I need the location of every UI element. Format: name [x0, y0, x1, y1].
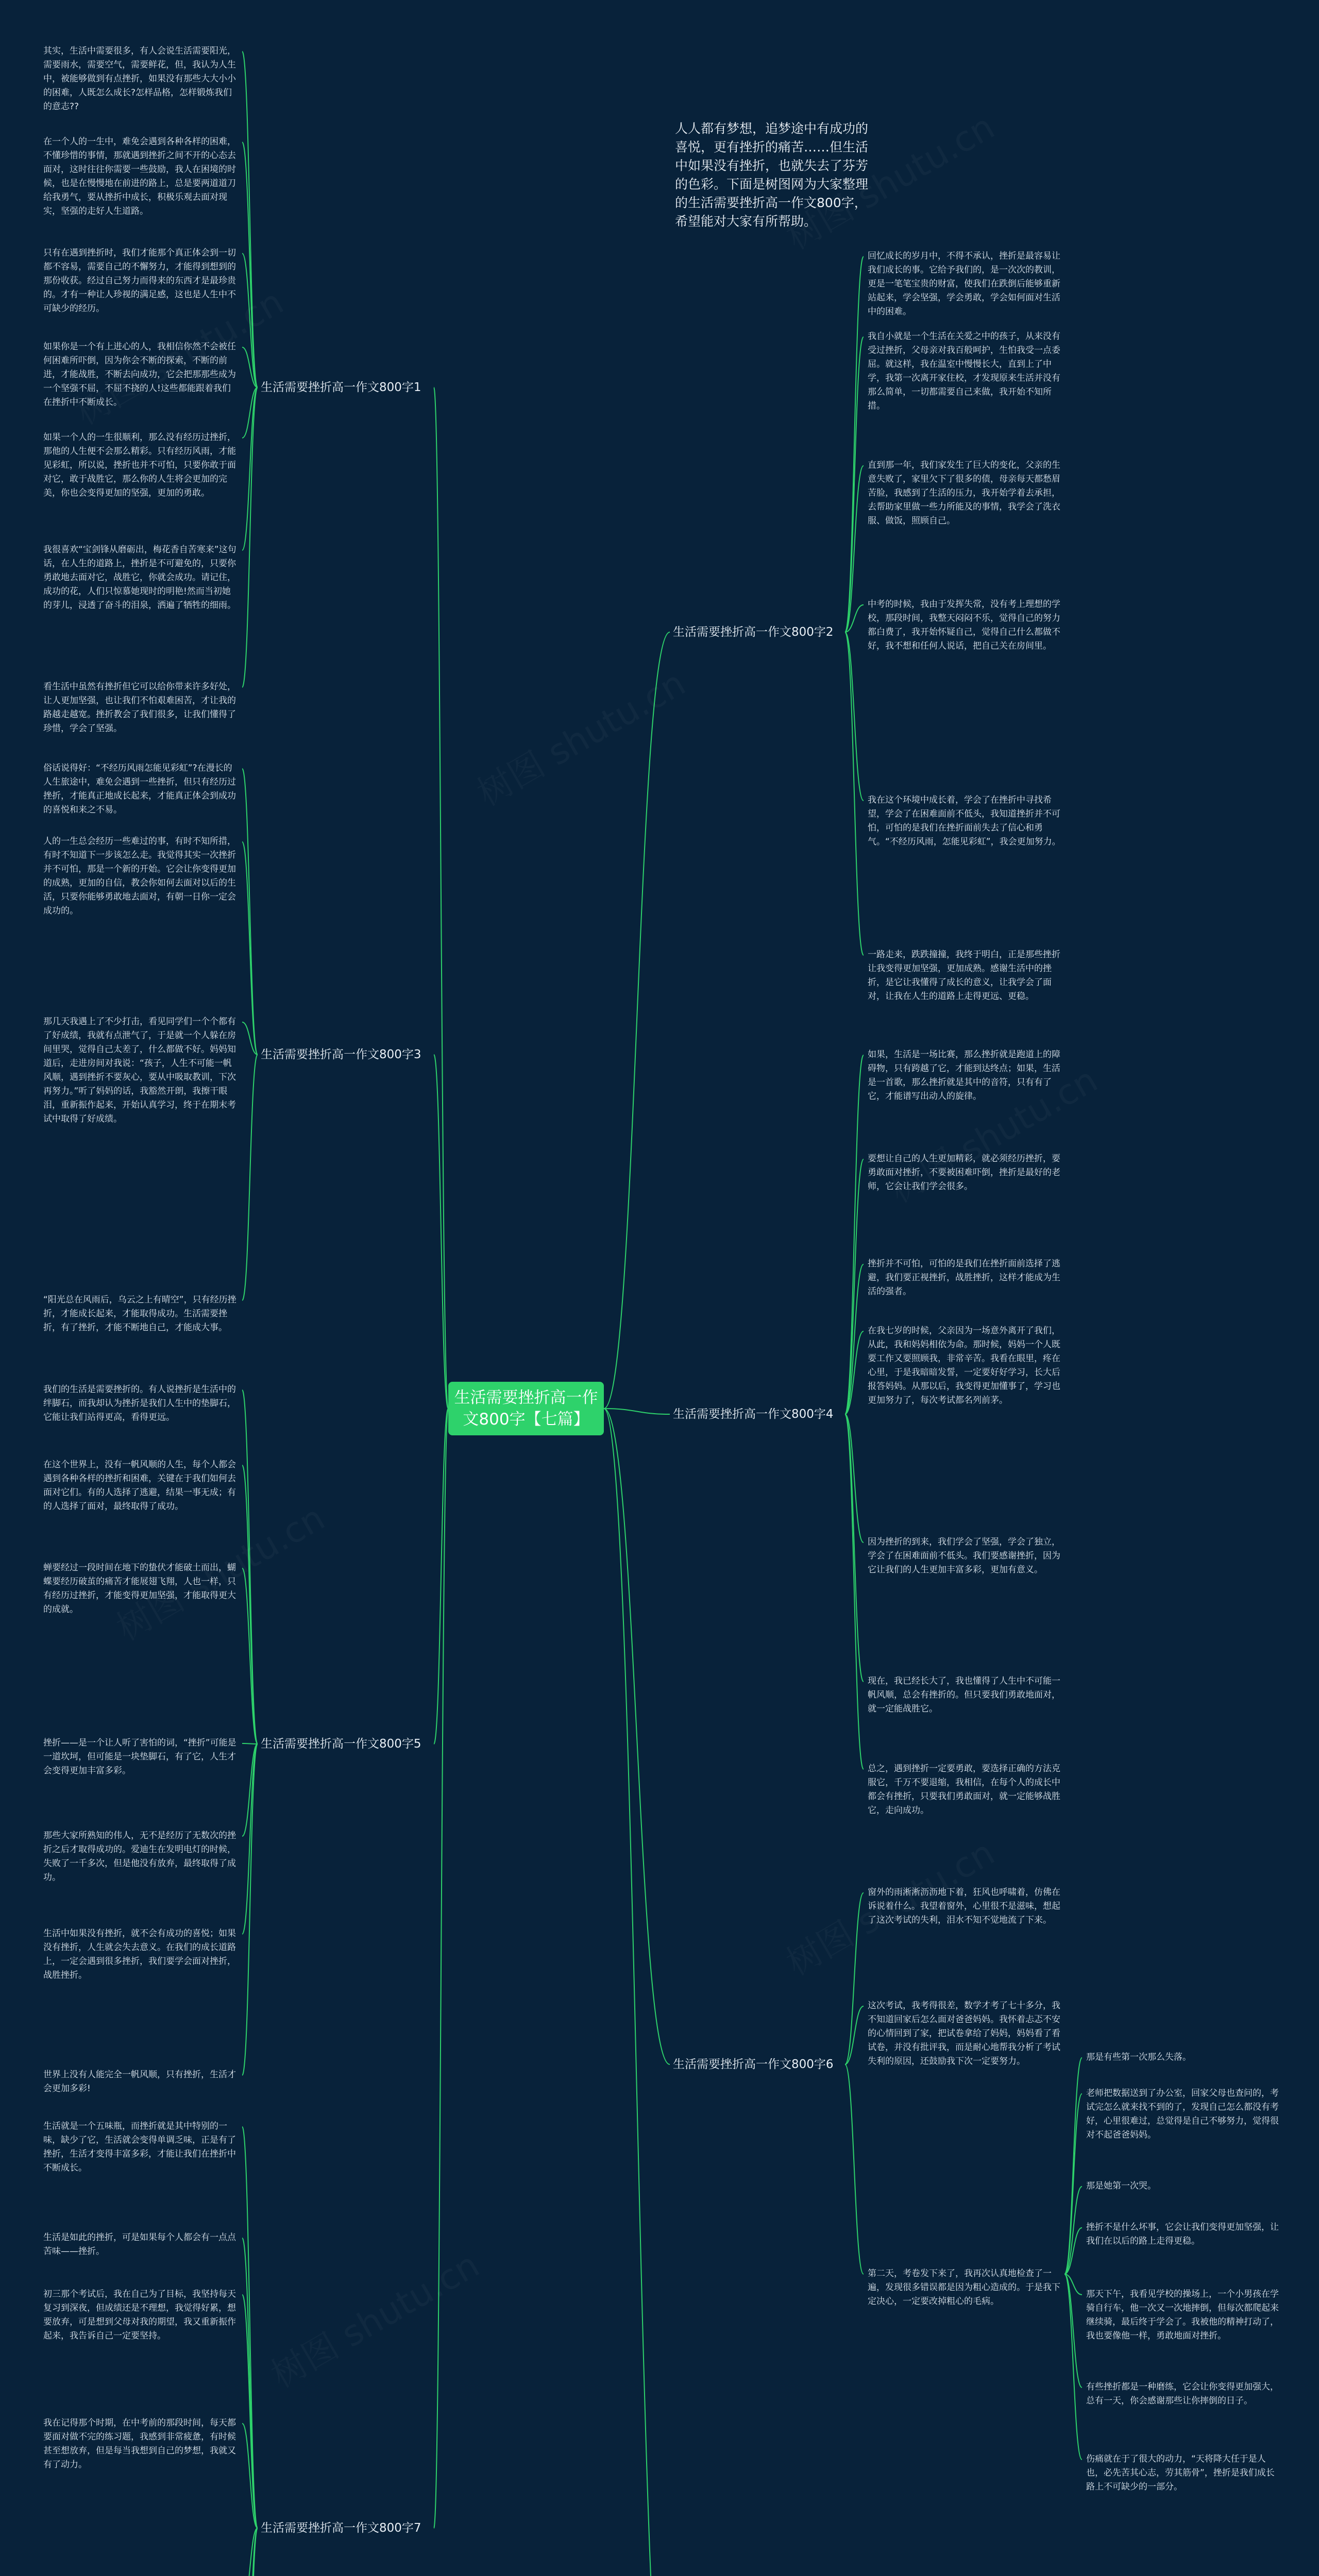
branch-6-para-2: 这次考试，我考得很差，数学才考了七十多分，我不知道回家后怎么面对爸爸妈妈。我怀着忐忑不安的心情回到了家，把试卷拿给了妈妈，妈妈看了看试卷，并没有批评我，而是耐心地帮我分析了考试失利的原因，还鼓励我下次一定要努力。	[868, 2001, 1060, 2066]
connector-line	[604, 632, 670, 1409]
branch-6-sub-7: 伤痛就在于了很大的动力，“天将降大任于是人也，必先苦其心志，劳其筋骨”，挫折是我们成长路上不可缺少的一部分。	[1086, 2454, 1275, 2492]
branch-5-para-7: 世界上没有人能完全一帆风顺，只有挫折，生活才会更加多彩!	[43, 2070, 236, 2094]
connector-line	[242, 387, 258, 687]
connector-line	[242, 142, 258, 387]
connector-line	[242, 769, 258, 1055]
branch-3-para-4: “阳光总在风雨后，乌云之上有晴空”，只有经历挫折，才能成长起来，才能取得成功。生活需要挫折，有了挫折，才能不断地自己，才能成大事。	[43, 1295, 236, 1333]
branch-2-para-3: 直到那一年，我们家发生了巨大的变化，父亲的生意失败了，家里欠下了很多的债，母亲每天都愁眉苦脸，我感到了生活的压力，我开始学着去承担，去帮助家里做一些力所能及的事情，我学会了洗衣服、做饭，照顾自己。	[868, 460, 1060, 526]
branch-6-para-1: 窗外的雨淅淅沥沥地下着，狂风也呼啸着，仿佛在诉说着什么。我望着窗外，心里很不是滋味，想起了这次考试的失利，泪水不知不觉地流了下来。	[868, 1887, 1060, 1925]
branch-4-para-2: 要想让自己的人生更加精彩，就必须经历挫折，要勇敢面对挫折，不要被困难吓倒，挫折是最好的老师，它会让我们学会很多。	[868, 1154, 1060, 1192]
branch-6-sub-6: 有些挫折都是一种磨练，它会让你变得更加强大，总有一天，你会感谢那些让你摔倒的日子。	[1086, 2382, 1279, 2406]
connector-line	[434, 1055, 448, 1409]
branch-2-para-6: 一路走来，跌跌撞撞，我终于明白，正是那些挫折让我变得更加坚强，更加成熟。感谢生活中的挫折，是它让我懂得了成长的意义，让我学会了面对，让我在人生的道路上走得更远、更稳。	[868, 950, 1060, 1002]
branch-1-para-2: 在一个人的一生中，难免会遇到各种各样的困难，不懂珍惜的事情，那就遇到挫折之间不开的心态去面对，这时往往你需要一些鼓励，我人在困境的时候，也是在慢慢地在前进的路上，总是要两道道刀给我勇气，要从挫折中成长，积极乐观去面对现实，坚强的走好人生道路。	[43, 137, 236, 216]
branch-6-sub-2: 老师把数据送到了办公室，回家父母也查问的，考试完怎么就来找不到的了，发现自己怎么都没有考好，心里很难过，总觉得是自己不够努力，觉得很对不起爸爸妈妈。	[1086, 2088, 1279, 2140]
connector-line	[1064, 2274, 1082, 2460]
branch-6-sub-3: 那是她第一次哭。	[1086, 2181, 1156, 2191]
branch-1-para-1: 其实，生活中需要很多，有人会说生活需要阳光，需要雨水，需要空气，需要鲜花，但，我认为人生中，被能够做到有点挫折，如果没有那些大大小小的困难，人既怎么成长?怎样品格，怎样锻炼我们的意志??	[43, 46, 236, 112]
connector-line	[1064, 2187, 1082, 2274]
connector-line	[242, 1055, 258, 1300]
branch-2-para-1: 回忆成长的岁月中，不得不承认，挫折是最容易让我们成长的事。它给予我们的，是一次次的教训，更是一笔笔宝贵的财富，使我们在跌倒后能够重新站起来，学会坚强，学会勇敢，学会如何面对生活中的困难。	[868, 251, 1060, 317]
connector-line	[845, 1414, 864, 1769]
branch-5-para-4: 挫折——是一个让人听了害怕的词，“挫折”可能是一道坎坷，但可能是一块垫脚石，有了它，人生才会变得更加丰富多彩。	[43, 1738, 236, 1776]
branch-4-para-1: 如果，生活是一场比赛，那么挫折就是跑道上的障碍物，只有跨越了它，才能到达终点；如果，生活是一首歌，那么挫折就是其中的音符，只有有了它，才能谱写出动人的旋律。	[868, 1049, 1060, 1101]
connector-line	[845, 1414, 864, 1543]
connector-line	[242, 1743, 258, 1744]
branch-5-label[interactable]: 生活需要挫折高一作文800字5	[258, 1736, 425, 1752]
root-node[interactable]: 生活需要挫折高一作文800字【七篇】	[448, 1382, 604, 1435]
connector-line	[845, 1414, 864, 1682]
connector-line	[604, 1409, 670, 2064]
branch-5-para-6: 生活中如果没有挫折，就不会有成功的喜悦；如果没有挫折，人生就会失去意义。在我们的成长道路上，一定会遇到很多挫折，我们要学会面对挫折，战胜挫折。	[43, 1928, 236, 1980]
branch-6-sub-1: 那是有些第一次那么失落。	[1086, 2052, 1191, 2062]
branch-1-para-7: 看生活中虽然有挫折但它可以给你带来许多好处，让人更加坚强，也让我们不怕艰难困苦，才让我的路越走越宽。挫折教会了我们很多，让我们懂得了珍惜，学会了坚强。	[43, 682, 236, 734]
branch-7-para-1: 生活就是一个五味瓶，而挫折就是其中特别的一味，缺少了它，生活就会变得单调乏味，正是有了挫折，生活才变得丰富多彩，才能让我们在挫折中不断成长。	[43, 2121, 236, 2173]
branch-6-para-3: 第二天，考卷发下来了，我再次认真地检查了一遍，发现很多错误都是因为粗心造成的。于是我下定决心，一定要改掉粗心的毛病。	[868, 2268, 1060, 2307]
connector-line	[1064, 2094, 1082, 2274]
branch-2-para-4: 中考的时候，我由于发挥失常，没有考上理想的学校，那段时间，我整天闷闷不乐，觉得自己的努力都白费了，我开始怀疑自己，觉得自己什么都做不好，我不想和任何人说话，把自己关在房间里。	[868, 599, 1060, 651]
branch-3-label[interactable]: 生活需要挫折高一作文800字3	[258, 1047, 425, 1062]
connector-line	[242, 52, 258, 387]
connector-line	[242, 1465, 258, 1744]
connector-line	[604, 1409, 670, 2576]
branch-7-label[interactable]: 生活需要挫折高一作文800字7	[258, 2520, 425, 2536]
branch-4-para-3: 挫折并不可怕，可怕的是我们在挫折面前选择了逃避，我们要正视挫折，战胜挫折，这样才能成为生活的强者。	[868, 1259, 1060, 1297]
branch-1-para-4: 如果你是一个有上进心的人，我相信你然不会被任何困难所吓倒，因为你会不断的探索，不断的前进，才能战胜，不断去向成功，它会把那那些成为一个坚强不屈，不屈不挠的人!这些都能跟着我们在挫折中不断成长。	[43, 342, 236, 408]
branch-7-para-3: 初三那个考试后，我在自己为了目标，我坚持每天复习到深夜，但成绩还是不理想，我觉得好累，想要放弃，可是想到父母对我的期望，我又重新振作起来，我告诉自己一定要坚持。	[43, 2289, 236, 2341]
branch-6-sub-5: 那天下午，我看见学校的操场上，一个小男孩在学骑自行车，他一次又一次地摔倒，但每次都爬起来继续骑，最后终于学会了。我被他的精神打动了，我也要像他一样，勇敢地面对挫折。	[1086, 2289, 1279, 2341]
connector-line	[845, 337, 864, 632]
branch-4-para-4: 在我七岁的时候，父亲因为一场意外离开了我们，从此，我和妈妈相依为命。那时候，妈妈一个人既要工作又要照顾我，非常辛苦。我看在眼里，疼在心里，于是我暗暗发誓，一定要好好学习，长大后报答妈妈。从那以后，我变得更加懂事了，学习也更加努力了，每次考试都名列前茅。	[868, 1326, 1060, 1405]
branch-4-para-5: 因为挫折的到来，我们学会了坚强，学会了独立，学会了在困难面前不低头。我们要感谢挫折，因为它让我们的人生更加丰富多彩，更加有意义。	[868, 1537, 1060, 1575]
intro-text: 人人都有梦想，追梦途中有成功的喜悦，更有挫折的痛苦……但生活中如果没有挫折，也就失去了芬芳的色彩。下面是树图网为大家整理的生活需要挫折高一作文800字，希望能对大家有所帮助。	[675, 121, 869, 229]
branch-5-para-1: 我们的生活是需要挫折的。有人说挫折是生活中的绊脚石，而我却认为挫折是我们人生中的垫脚石，它能让我们站得更高，看得更远。	[43, 1384, 236, 1422]
branch-1-para-6: 我很喜欢“宝剑锋从磨砺出，梅花香自苦寒来”这句话，在人生的道路上，挫折是不可避免的，只要你勇敢地去面对它，战胜它，你就会成功。请记住，成功的花，人们只惊慕她现时的明艳!然而当初她的芽儿，浸透了奋斗的泪泉，洒遍了牺牲的细雨。	[43, 545, 236, 611]
branch-1-para-5: 如果一个人的一生很顺利，那么没有经历过挫折，那他的人生便不会那么精彩。只有经历风雨，才能见彩虹，所以说，挫折也并不可怕，只要你敢于面对它，敢于战胜它，那么你的人生将会更加的完美，你也会变得更加的坚强，更加的勇敢。	[43, 432, 236, 498]
connector-line	[845, 632, 864, 801]
connector-line	[845, 1055, 864, 1414]
connector-line	[242, 2127, 258, 2528]
branch-2-label[interactable]: 生活需要挫折高一作文800字2	[670, 624, 837, 640]
branch-4-para-6: 现在，我已经长大了，我也懂得了人生中不可能一帆风顺，总会有挫折的。但只要我们勇敢地面对，就一定能战胜它。	[868, 1676, 1060, 1714]
connector-line	[845, 257, 864, 632]
connector-line	[604, 1409, 670, 1414]
connector-line	[242, 2238, 258, 2528]
branch-2-para-5: 我在这个环境中成长着，学会了在挫折中寻找希望，学会了在困难面前不低头，我知道挫折并不可怕，可怕的是我们在挫折面前失去了信心和勇气。“不经历风雨，怎能见彩虹”，我会更加努力。	[868, 795, 1061, 847]
connector-line	[1064, 2058, 1082, 2274]
connector-line	[242, 1022, 258, 1055]
branch-6-label[interactable]: 生活需要挫折高一作文800字6	[670, 2057, 837, 2072]
branch-5-para-2: 在这个世界上，没有一帆风顺的人生，每个人都会遇到各种各样的挫折和困难，关键在于我们如何去面对它们。有的人选择了逃避，结果一事无成；有的人选择了面对，最终取得了成功。	[43, 1460, 236, 1512]
connector-line	[242, 1390, 258, 1744]
connector-line	[845, 2064, 864, 2274]
connector-line	[845, 1893, 864, 2064]
connector-line	[845, 2006, 864, 2064]
branch-3-para-3: 那几天我遇上了不少打击，看见同学们一个个都有了好成绩，我就有点泄气了，于是就一个人躲在房间里哭，觉得自己太差了，什么都做不好。妈妈知道后，走进房间对我说：“孩子，人生不可能一帆风顺，遇到挫折不要灰心，要从中吸取教训，下次再努力。”听了妈妈的话，我豁然开朗，我擦干眼泪，重新振作起来，开始认真学习，终于在期末考试中取得了好成绩。	[43, 1016, 236, 1124]
branch-5-para-5: 那些大家所熟知的伟人，无不是经历了无数次的挫折之后才取得成功的。爱迪生在发明电灯的时候，失败了一千多次，但是他没有放弃，最终取得了成功。	[43, 1831, 236, 1883]
branch-7-para-4: 我在记得那个时期，在中考前的那段时间，每天都要面对做不完的练习题，我感到非常疲惫，有时候甚至想放弃，但是每当我想到自己的梦想，我就又有了动力。	[43, 2418, 236, 2470]
branch-2-para-2: 我自小就是一个生活在关爱之中的孩子，从来没有受过挫折，父母亲对我百般呵护，生怕我受一点委屈。就这样，我在温室中慢慢长大，直到上了中学，我第一次离开家住校，才发现原来生活并没有那么简单，一切都需要自己来做，我开始不知所措。	[868, 331, 1060, 411]
branch-3-para-1: 俗话说得好：“不经历风雨怎能见彩虹”?在漫长的人生旅途中，难免会遇到一些挫折，但只有经历过挫折，才能真正地成长起来，才能真正体会到成功的喜悦和来之不易。	[43, 763, 236, 815]
branch-3-para-2: 人的一生总会经历一些难过的事，有时不知所措，有时不知道下一步该怎么走。我觉得其实一次挫折并不可怕，那是一个新的开始。它会让你变得更加的成熟，更加的自信，教会你如何去面对以后的生活，只要你能够勇敢地去面对，有朝一日你一定会成功的。	[43, 836, 236, 916]
branch-6-sub-4: 挫折不是什么坏事，它会让我们变得更加坚强，让我们在以后的路上走得更稳。	[1086, 2222, 1279, 2246]
branch-7-para-2: 生活是如此的挫折，可是如果每个人都会有一点点苦味——挫折。	[43, 2232, 236, 2257]
branch-4-label[interactable]: 生活需要挫折高一作文800字4	[670, 1406, 837, 1422]
branch-1-label[interactable]: 生活需要挫折高一作文800字1	[258, 380, 425, 395]
branch-4-para-7: 总之，遇到挫折一定要勇敢，要选择正确的方法克服它，千万不要退缩，我相信，在每个人的成长中都会有挫折，只要我们勇敢面对，就一定能够战胜它，走向成功。	[868, 1764, 1060, 1816]
branch-1-para-3: 只有在遇到挫折时，我们才能那个真正体会到一切都不容易，需要自己的不懈努力，才能得到想到的那份收获。经过自己努力而得来的东西才是最珍贵的。才有一种让人珍视的满足感，这也是人生中不可缺少的经历。	[43, 248, 236, 314]
branch-5-para-3: 蝉要经过一段时间在地下的蛰伏才能破土而出，蝴蝶要经历破茧的痛苦才能展翅飞翔，人也一样，只有经历过挫折，才能变得更加坚强，才能取得更大的成就。	[43, 1563, 236, 1615]
